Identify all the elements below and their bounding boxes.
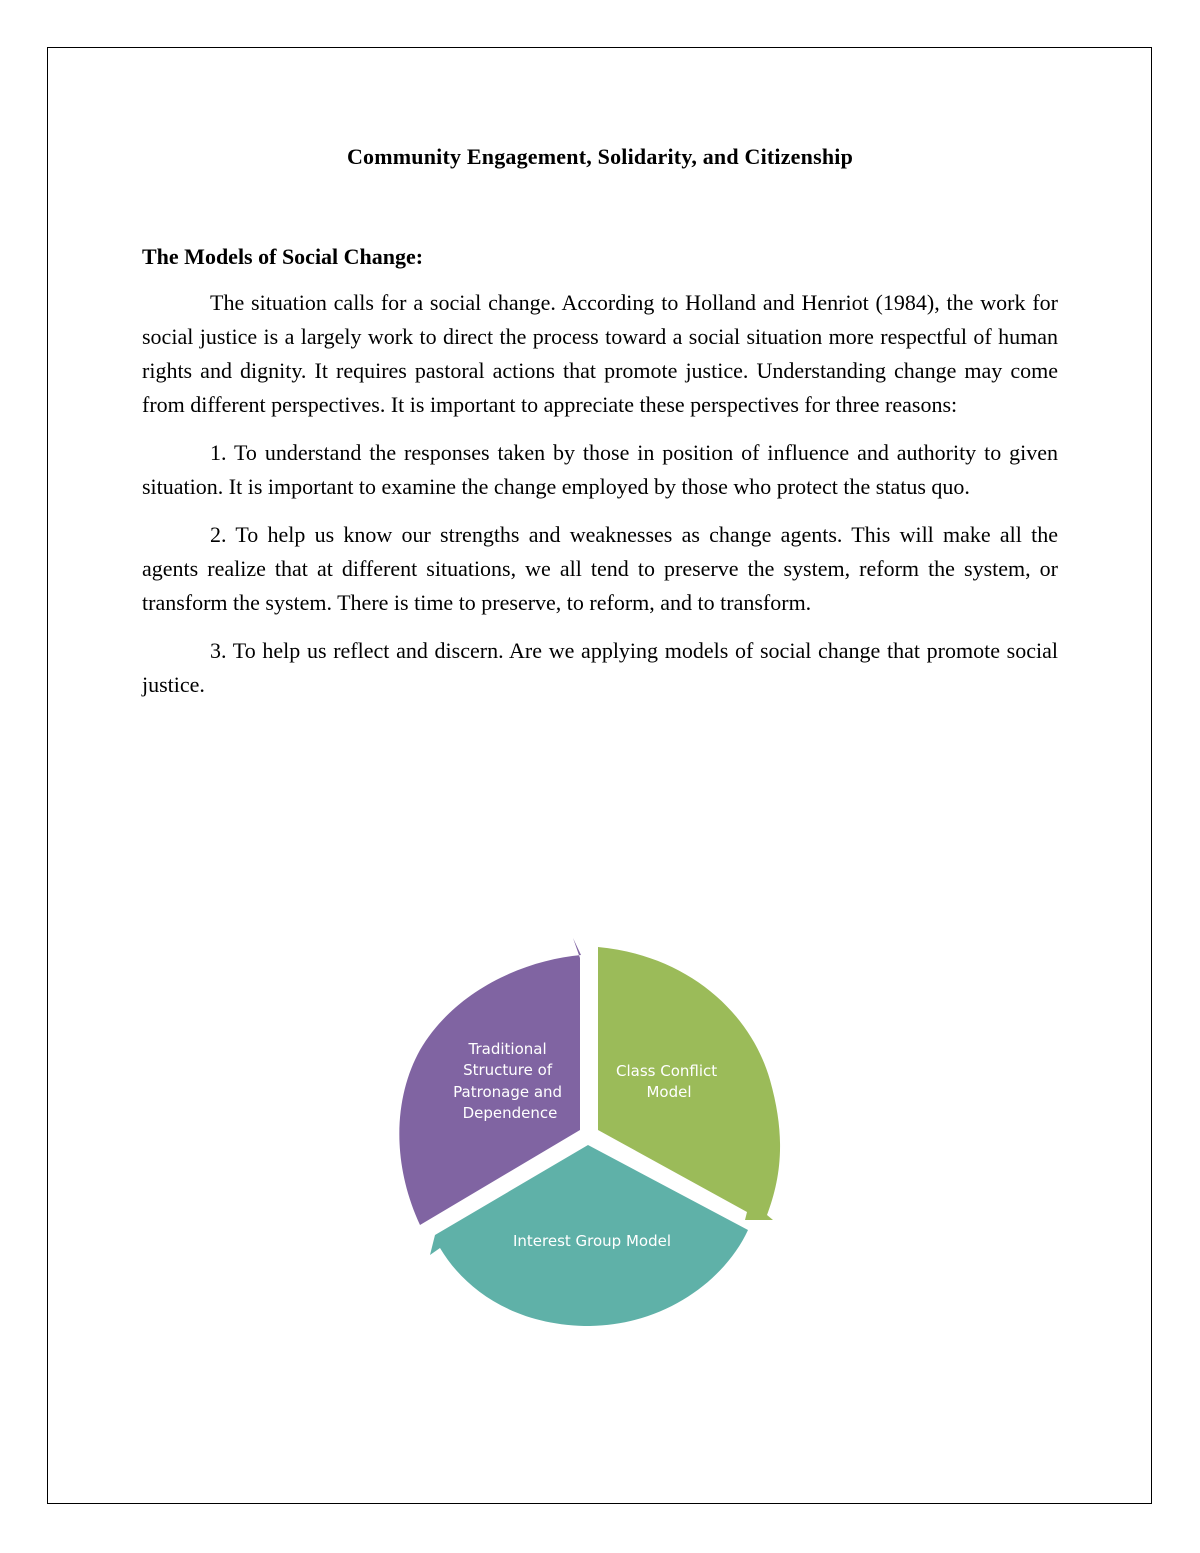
section-heading: The Models of Social Change: xyxy=(142,244,424,269)
segment-traditional-line-1: Traditional xyxy=(468,1040,547,1058)
segment-traditional-line-3: Patronage and xyxy=(453,1083,563,1101)
segment-interest-group-line-1: Interest Group Model xyxy=(512,1232,672,1250)
reason-1-paragraph: 1. To understand the responses taken by those in position of influence and authority to given situation. It is important to examine the change employed by those who protect the status quo. xyxy=(142,440,1058,499)
cycle-diagram-svg xyxy=(395,930,795,1330)
document-body xyxy=(142,240,1058,716)
social-change-cycle-diagram xyxy=(395,930,795,1330)
document-title: Community Engagement, Solidarity, and Citizenship xyxy=(346,144,854,169)
segment-class-conflict-line-1: Class Conflict xyxy=(616,1062,718,1080)
reason-3-paragraph: 3. To help us reflect and discern. Are we applying models of social change that promote social justice. xyxy=(142,638,1058,697)
reason-2-paragraph: 2. To help us know our strengths and weaknesses as change agents. This will make all the agents realize that at different situations, we all tend to preserve the system, reform the system, or transform the system. There is time to preserve, to reform, and to transform. xyxy=(142,522,1058,615)
intro-paragraph: The situation calls for a social change. According to Holland and Henriot (1984), the work for social justice is a largely work to direct the process toward a social situation more respectful of human rights and dignity. It requires pastoral actions that promote justice. Understanding change may come from different perspectives. It is important to appreciate these perspectives for three reasons: xyxy=(142,290,1058,417)
segment-class-conflict-line-2: Model xyxy=(646,1083,692,1101)
segment-traditional-line-2: Structure of xyxy=(463,1061,553,1079)
segment-traditional-line-4: Dependence xyxy=(462,1104,558,1122)
segment-interest-group-label xyxy=(513,1232,671,1250)
